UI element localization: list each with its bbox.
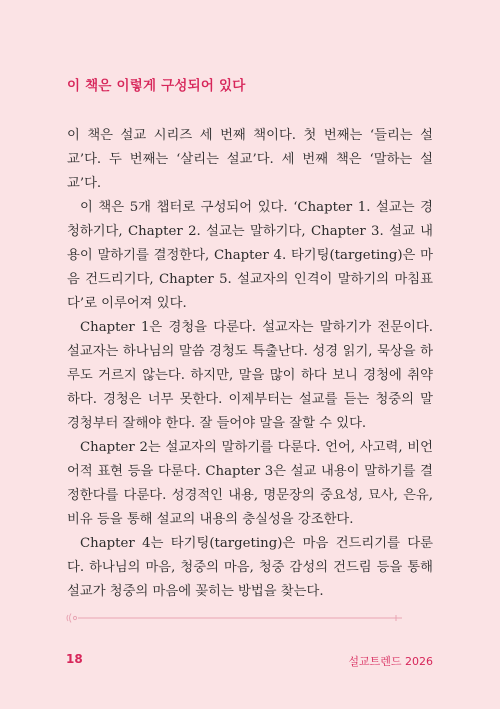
- page-number: 18: [66, 652, 83, 666]
- paragraph-3: Chapter 1은 경청을 다룬다. 설교자는 말하기가 전문이다. 설교자는 하나님의 말씀 경청도 특출난다. 성경 읽기, 묵상을 하루도 거르지 않는다. 하지만, 말을 많이 하다 보니 경청에 취약하다. 경청은 너무 못한다. 이제부터는 설교를 듣는 청중의 말 경청부터 잘해야 한다. 잘 들어야 말을 잘할 수 있다.: [67, 320, 433, 431]
- footer-ornament-rule: [66, 612, 402, 624]
- paragraph-1: 이 책은 설교 시리즈 세 번째 책이다. 첫 번째는 ‘들리는 설교’다. 두 번째는 ‘살리는 설교’다. 세 번째 책은 ‘말하는 설교’다.: [67, 128, 433, 191]
- body-text: [67, 124, 433, 604]
- paragraph-2: 이 책은 5개 챕터로 구성되어 있다. ‘Chapter 1. 설교는 경청하기다, Chapter 2. 설교는 말하기다, Chapter 3. 설교 내용이 말하기를 결정한다, Chapter 4. 타기팅(targeting)은 마음 건드리기다, Chapter 5. 설교자의 인격이 말하기의 마침표다’로 이루어져 있다.: [67, 200, 433, 311]
- running-title: 설교트렌드 2026: [348, 655, 433, 668]
- paragraph-4: Chapter 2는 설교자의 말하기를 다룬다. 언어, 사고력, 비언어적 표현 등을 다룬다. Chapter 3은 설교 내용이 말하기를 결정한다를 다룬다. 성경적인 내용, 명문장의 중요성, 묘사, 은유, 비유 등을 통해 설교의 내용의 충실성을 강조한다.: [67, 440, 433, 527]
- section-heading: 이 책은 이렇게 구성되어 있다: [67, 78, 246, 94]
- paragraph-5: Chapter 4는 타기팅(targeting)은 마음 건드리기를 다룬다. 하나님의 마음, 청중의 마음, 청중 감성의 건드림 등을 통해 설교가 청중의 마음에 꽂히는 방법을 찾는다.: [67, 536, 433, 599]
